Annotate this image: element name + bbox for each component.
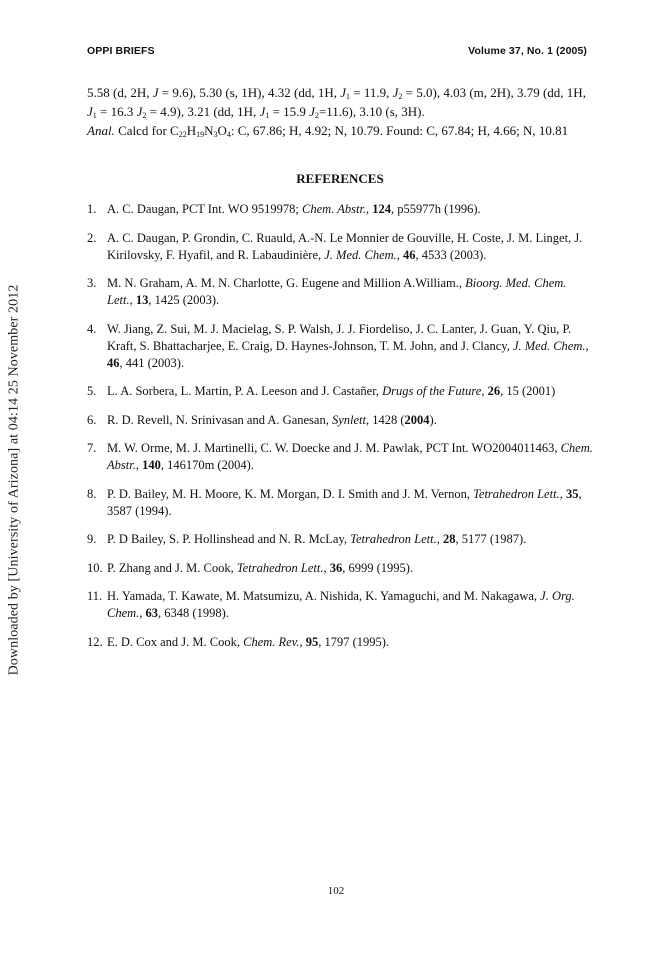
reference-details: , 6348 (1998). xyxy=(158,606,229,620)
reference-separator: , xyxy=(323,560,330,575)
reference-details: , 146170m (2004). xyxy=(160,458,254,472)
reference-journal: Tetrahedron Lett. xyxy=(236,560,324,575)
reference-item xyxy=(87,230,593,264)
reference-authors: M. W. Orme, M. J. Martinelli, C. W. Doecke and J. M. Pawlak, PCT Int. WO2004011463, xyxy=(107,441,561,455)
reference-volume: 124 xyxy=(372,202,392,216)
reference-separator: , xyxy=(396,247,404,262)
reference-separator: , xyxy=(135,458,143,472)
reference-volume: 28 xyxy=(443,532,456,546)
reference-journal: Tetrahedron Lett. xyxy=(350,532,437,546)
elemental-analysis: Anal. Calcd for $C_{22}H_{19}N_3O_4$: C, 67.86; H, 4.92; N, 10.79. Found: C, 67.84; H, 4.66; N, 10.81 xyxy=(87,123,569,139)
reference-journal: Bioorg. Med. Chem. Lett. xyxy=(107,276,567,307)
reference-authors: W. Jiang, Z. Sui, M. J. Macielag, S. P. Walsh, J. J. Fiordeliso, J. C. Lanter, J. Guan, Y. Qiu, P. Kraft, S. Bhattacharjee, E. Craig, D. Haynes-Johnson, T. M. John, and J. Clancy, xyxy=(107,321,572,353)
page-number: 102 xyxy=(327,885,345,897)
reference-separator: , 1428 ( xyxy=(365,412,405,427)
experimental-text xyxy=(87,83,593,140)
reference-item xyxy=(87,560,593,577)
reference-details: ). xyxy=(429,412,437,427)
reference-authors: R. D. Revell, N. Srinivasan and A. Ganesan, xyxy=(107,412,332,427)
reference-authors: A. C. Daugan, P. Grondin, C. Ruauld, A.-N. Le Monnier de Gouville, H. Coste, J. M. Linget, J. Kirilovsky, F. Hyafil, and R. Labaudinière, xyxy=(107,230,583,262)
header-volume: Volume 37, No. 1 (2005) xyxy=(468,45,587,57)
reference-volume: 13 xyxy=(135,293,149,307)
reference-volume: 26 xyxy=(487,384,501,398)
reference-journal: J. Org. Chem. xyxy=(107,589,575,620)
reference-details: , 3587 (1994). xyxy=(107,486,582,518)
reference-item xyxy=(87,321,593,372)
reference-number: 9. xyxy=(87,532,97,546)
reference-journal: Chem. Rev. xyxy=(243,634,300,649)
reference-separator: , xyxy=(559,486,566,501)
references-heading: REFERENCES xyxy=(296,171,384,186)
reference-number: 5. xyxy=(87,384,97,398)
reference-number: 6. xyxy=(87,412,97,427)
reference-volume: 95 xyxy=(305,634,319,649)
reference-number: 12. xyxy=(87,634,103,649)
reference-separator: , xyxy=(366,202,373,216)
reference-details: , p55977h (1996). xyxy=(391,202,481,216)
reference-number: 4. xyxy=(87,321,97,336)
download-watermark xyxy=(4,230,24,730)
header-section-title: OPPI BRIEFS xyxy=(87,45,155,57)
reference-details: , 1797 (1995). xyxy=(318,634,390,649)
reference-authors: H. Yamada, T. Kawate, M. Matsumizu, A. Nishida, K. Yamaguchi, and M. Nakagawa, xyxy=(107,589,541,603)
reference-journal: Chem. Abstr. xyxy=(302,202,367,216)
reference-item xyxy=(87,275,593,309)
reference-authors: P. D. Bailey, M. H. Moore, K. M. Morgan, D. I. Smith and J. M. Vernon, xyxy=(107,486,474,501)
reference-authors: P. D Bailey, S. P. Hollinshead and N. R. McLay, xyxy=(107,532,351,546)
reference-details: , 1425 (2003). xyxy=(148,293,220,307)
reference-item xyxy=(87,412,593,429)
reference-list xyxy=(87,201,593,662)
reference-item xyxy=(87,383,593,400)
reference-volume: 46 xyxy=(107,355,120,370)
reference-details: , 6999 (1995). xyxy=(342,560,414,575)
reference-item xyxy=(87,531,593,548)
nmr-data: 5.58 (d, 2H, J = 9.6), 5.30 (s, 1H), 4.32 (dd, 1H, $J_1 = 11.9$, $J_2 = 5.0$), 4.03 (m, 2H), 3.79 (dd, 1H, $J_1 = 16.3$ $J_2 = 4.9$), 3.21 (dd, 1H, $J_1 = 15.9$ $J_2=11.6$), 3.10 (s, 3H). xyxy=(87,85,586,120)
reference-volume: 63 xyxy=(145,606,159,620)
reference-authors: P. Zhang and J. M. Cook, xyxy=(107,560,237,575)
reference-volume: 140 xyxy=(142,458,161,472)
reference-journal: J. Med. Chem. xyxy=(512,338,586,353)
reference-journal: Drugs of the Future xyxy=(382,384,482,398)
reference-journal: Chem. Abstr. xyxy=(107,441,593,472)
reference-item xyxy=(87,201,593,218)
reference-number: 2. xyxy=(87,230,97,245)
running-header xyxy=(87,45,587,57)
reference-number: 8. xyxy=(87,486,97,501)
reference-authors: M. N. Graham, A. M. N. Charlotte, G. Eugene and Million A.William., xyxy=(107,276,466,290)
reference-number: 7. xyxy=(87,441,97,455)
reference-volume: 2004 xyxy=(404,412,430,427)
reference-separator: , xyxy=(129,293,136,307)
reference-details: , 5177 (1987). xyxy=(455,532,527,546)
reference-item xyxy=(87,634,593,651)
reference-separator: , xyxy=(299,634,306,649)
reference-authors: E. D. Cox and J. M. Cook, xyxy=(107,634,244,649)
reference-journal: J. Med. Chem. xyxy=(324,247,397,262)
reference-details: , 441 (2003). xyxy=(119,355,185,370)
reference-separator: , xyxy=(436,532,444,546)
reference-item xyxy=(87,486,593,520)
reference-number: 3. xyxy=(87,276,97,290)
reference-journal: Tetrahedron Lett. xyxy=(473,486,560,501)
reference-volume: 35 xyxy=(565,486,579,501)
reference-number: 1. xyxy=(87,202,97,216)
reference-authors: L. A. Sorbera, L. Martin, P. A. Leeson and J. Castañer, xyxy=(107,384,383,398)
reference-volume: 46 xyxy=(403,247,416,262)
reference-journal: Synlett xyxy=(331,412,366,427)
reference-volume: 36 xyxy=(329,560,343,575)
reference-details: , 15 (2001) xyxy=(500,384,556,398)
reference-number: 11. xyxy=(87,589,103,603)
watermark-text: Downloaded by [University of Arizona] at 04:14 25 November 2012 xyxy=(6,284,22,676)
reference-item xyxy=(87,588,593,622)
reference-authors: A. C. Daugan, PCT Int. WO 9519978; xyxy=(107,202,303,216)
reference-item xyxy=(87,440,593,474)
reference-separator: , xyxy=(139,606,146,620)
reference-separator: , xyxy=(585,338,589,353)
reference-separator: , xyxy=(481,384,488,398)
reference-number: 10. xyxy=(87,560,103,575)
reference-details: , 4533 (2003). xyxy=(415,247,487,262)
